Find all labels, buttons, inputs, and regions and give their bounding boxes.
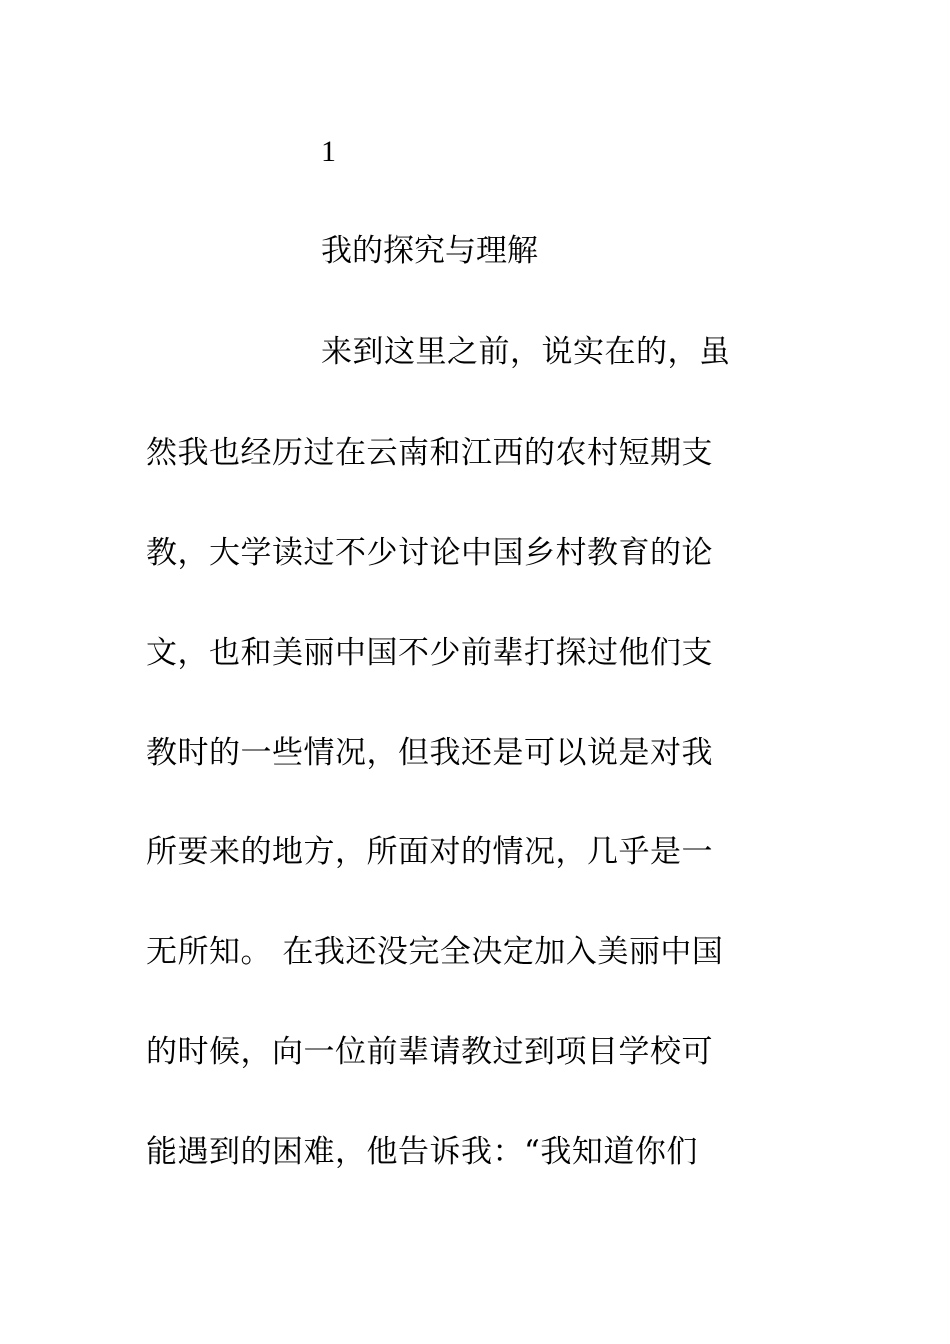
page-number: 1 xyxy=(321,135,336,168)
paragraph-line: 能遇到的困难，他告诉我：“我知道你们 xyxy=(146,1134,698,1170)
section-title: 我的探究与理解 xyxy=(321,233,538,269)
paragraph-line: 然我也经历过在云南和江西的农村短期支 xyxy=(146,435,713,471)
paragraph-line: 所要来的地方，所面对的情况，几乎是一 xyxy=(146,834,713,870)
paragraph-line: 教，大学读过不少讨论中国乡村教育的论 xyxy=(146,535,713,571)
paragraph-line: 的时候，向一位前辈请教过到项目学校可 xyxy=(146,1034,713,1070)
paragraph-line: 来到这里之前，说实在的，虽 xyxy=(321,334,731,370)
paragraph-line: 教时的一些情况，但我还是可以说是对我 xyxy=(146,735,713,771)
paragraph-line: 文，也和美丽中国不少前辈打探过他们支 xyxy=(146,635,713,671)
paragraph-line: 无所知。 在我还没完全决定加入美丽中国 xyxy=(146,934,724,970)
